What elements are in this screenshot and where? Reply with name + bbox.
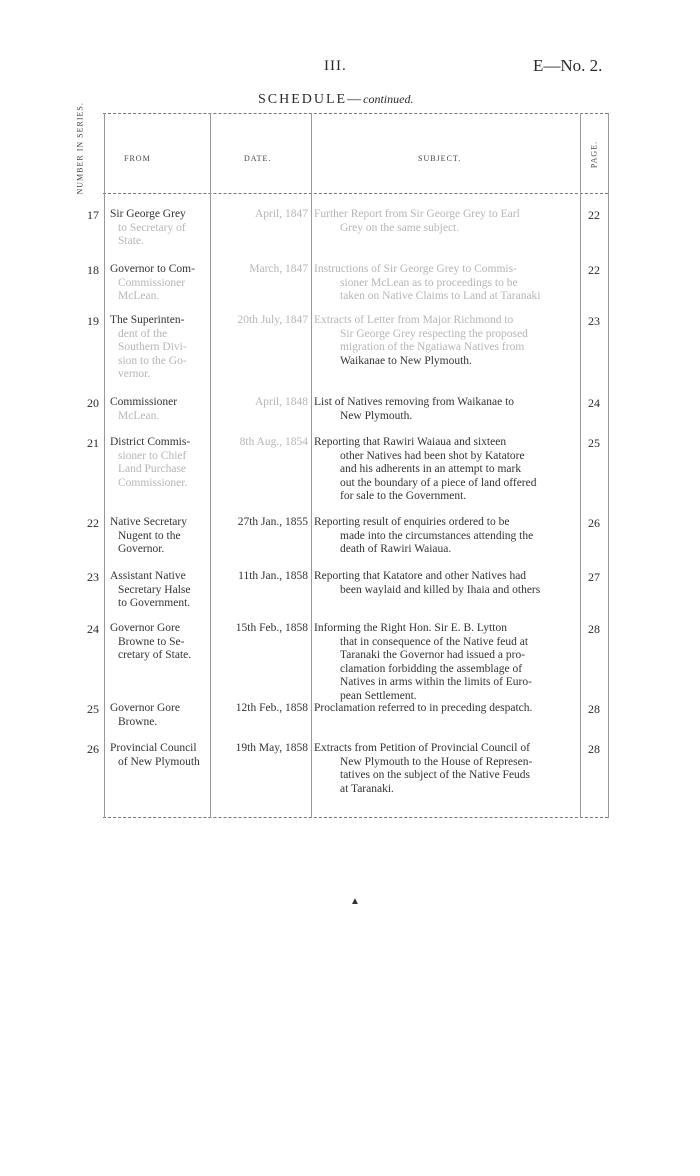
row-date: April, 1848 [254, 396, 308, 408]
from-line: Southern Divi- [118, 341, 187, 353]
from-line: The Superinten- [110, 314, 185, 326]
from-line: District Commis- [110, 436, 191, 448]
column-divider-number [104, 113, 105, 818]
from-line: Provincial Council [110, 742, 197, 754]
row-page: 24 [588, 396, 600, 410]
row-from [110, 570, 210, 611]
row-page: 28 [588, 702, 600, 716]
subject-line: New Plymouth. [340, 409, 413, 422]
subject-line: at Taranaki. [340, 782, 394, 795]
row-subject [314, 263, 578, 304]
row-subject [314, 742, 578, 796]
row-from [110, 208, 210, 249]
row-page: 28 [588, 622, 600, 636]
from-line: to Secretary of [118, 221, 186, 234]
subject-line: sioner McLean as to proceedings to be [340, 276, 518, 289]
subject-line: Informing the Right Hon. Sir E. B. Lytton [314, 622, 507, 634]
subject-line: for sale to the Government. [340, 490, 467, 502]
column-header-number: NUMBER IN SERIES. [75, 102, 85, 195]
subject-line: Instructions of Sir George Grey to Commis- [314, 263, 517, 275]
row-number: 21 [87, 436, 99, 450]
from-line: Governor to Com- [110, 263, 195, 275]
column-header-date: DATE. [244, 154, 272, 163]
printer-mark: ▲ [350, 896, 360, 907]
row-date: April, 1847 [254, 208, 308, 220]
schedule-title [258, 92, 413, 108]
subject-line: made into the circumstances attending the [340, 529, 534, 542]
row-number: 24 [87, 622, 99, 636]
from-line: Land Purchase [118, 463, 187, 475]
table-header-rule [103, 193, 608, 194]
row-subject [314, 516, 578, 557]
row-from [110, 436, 210, 490]
row-subject [314, 396, 578, 423]
subject-line: Sir George Grey respecting the proposed [340, 327, 528, 340]
column-divider-date [311, 113, 312, 818]
row-from [110, 622, 210, 663]
schedule-title-suffix: continued. [363, 92, 414, 106]
from-line: Browne to Se- [118, 635, 185, 648]
subject-line: Extracts of Letter from Major Richmond to [314, 314, 514, 326]
table-bottom-rule [103, 817, 608, 818]
from-line: Assistant Native [110, 570, 186, 582]
row-number: 20 [87, 396, 99, 410]
row-page: 23 [588, 314, 600, 328]
subject-line: clamation forbidding the assemblage of [340, 662, 523, 675]
page-number: III. [324, 58, 347, 74]
row-number: 17 [87, 208, 99, 222]
subject-line: other Natives had been shot by Katatore [340, 449, 525, 462]
subject-line: taken on Native Claims to Land at Taranaki [340, 290, 541, 302]
row-from [110, 702, 210, 729]
from-line: sioner to Chief [118, 449, 187, 462]
column-header-subject: SUBJECT. [418, 154, 462, 163]
subject-line: and his adherents in an attempt to mark [340, 463, 522, 475]
from-line: Secretary Halse [118, 583, 191, 596]
subject-line: Reporting that Rawiri Waiaua and sixteen [314, 436, 507, 448]
row-page: 25 [588, 436, 600, 450]
row-number: 26 [87, 742, 99, 756]
subject-line: Waikanae to New Plymouth. [340, 354, 472, 367]
from-line: McLean. [118, 290, 160, 302]
row-number: 22 [87, 516, 99, 530]
row-date: 12th Feb., 1858 [235, 702, 308, 714]
from-line: dent of the [118, 327, 168, 340]
from-line: Commissioner [110, 396, 178, 408]
column-header-page: PAGE. [589, 140, 599, 169]
from-line: Browne. [118, 715, 158, 728]
from-line: Commissioner [118, 276, 186, 289]
from-line: Commissioner. [118, 476, 188, 489]
schedule-title-prefix: SCHEDULE— [258, 92, 364, 107]
subject-line: tatives on the subject of the Native Feuds [340, 769, 531, 781]
row-page: 22 [588, 208, 600, 222]
row-date: 15th Feb., 1858 [235, 622, 308, 634]
column-divider-from [210, 113, 211, 818]
subject-line: Taranaki the Governor had issued a pro- [340, 649, 526, 661]
row-subject [314, 436, 578, 504]
document-reference: E—No. 2. [533, 56, 603, 75]
from-line: to Government. [118, 597, 191, 609]
from-line: Governor. [118, 543, 165, 555]
subject-line: Grey on the same subject. [340, 221, 460, 234]
row-page: 26 [588, 516, 600, 530]
row-subject [314, 702, 578, 716]
row-from [110, 516, 210, 557]
row-from [110, 314, 210, 382]
from-line: State. [118, 235, 144, 247]
row-from [110, 263, 210, 304]
subject-line: List of Natives removing from Waikanae to [314, 396, 515, 408]
from-line: Governor Gore [110, 622, 180, 634]
subject-line: death of Rawiri Waiaua. [340, 543, 452, 555]
row-page: 28 [588, 742, 600, 756]
row-number: 23 [87, 570, 99, 584]
subject-line: that in consequence of the Native feud at [340, 635, 529, 648]
from-line: McLean. [118, 409, 160, 422]
row-number: 18 [87, 263, 99, 277]
row-page: 22 [588, 263, 600, 277]
subject-line: Proclamation referred to in preceding despatch. [314, 702, 533, 714]
subject-line: Reporting result of enquiries ordered to be [314, 516, 510, 528]
row-from [110, 396, 210, 423]
row-subject [314, 570, 578, 597]
from-line: Sir George Grey [110, 208, 186, 220]
row-date: 8th Aug., 1854 [239, 436, 308, 448]
column-divider-page [608, 113, 609, 818]
subject-line: migration of the Ngatiawa Natives from [340, 341, 525, 353]
subject-line: Extracts from Petition of Provincial Council of [314, 742, 530, 754]
from-line: sion to the Go- [118, 354, 187, 367]
subject-line: out the boundary of a piece of land offered [340, 476, 537, 489]
row-subject [314, 314, 578, 368]
row-page: 27 [588, 570, 600, 584]
from-line: Native Secretary [110, 516, 187, 528]
row-number: 25 [87, 702, 99, 716]
subject-line: New Plymouth to the House of Represen- [340, 755, 533, 768]
subject-line: Reporting that Katatore and other Natives had [314, 570, 527, 582]
subject-line: been waylaid and killed by Ihaia and others [340, 583, 541, 596]
row-date: March, 1847 [249, 263, 308, 275]
row-date: 19th May, 1858 [235, 742, 308, 754]
from-line: cretary of State. [118, 649, 192, 661]
row-number: 19 [87, 314, 99, 328]
from-line: Nugent to the [118, 529, 181, 542]
row-from [110, 742, 210, 769]
from-line: of New Plymouth [118, 755, 200, 768]
from-line: vernor. [118, 368, 151, 380]
row-date: 27th Jan., 1855 [237, 516, 308, 528]
from-line: Governor Gore [110, 702, 180, 714]
subject-line: pean Settlement. [340, 689, 417, 702]
row-date: 11th Jan., 1858 [238, 570, 308, 582]
row-subject [314, 622, 578, 703]
subject-line: Further Report from Sir George Grey to Earl [314, 208, 520, 220]
column-header-from: FROM [124, 154, 151, 163]
row-date: 20th July, 1847 [237, 314, 308, 326]
subject-line: Natives in arms within the limits of Euro- [340, 676, 532, 688]
row-subject [314, 208, 578, 235]
table-top-rule [103, 113, 608, 114]
